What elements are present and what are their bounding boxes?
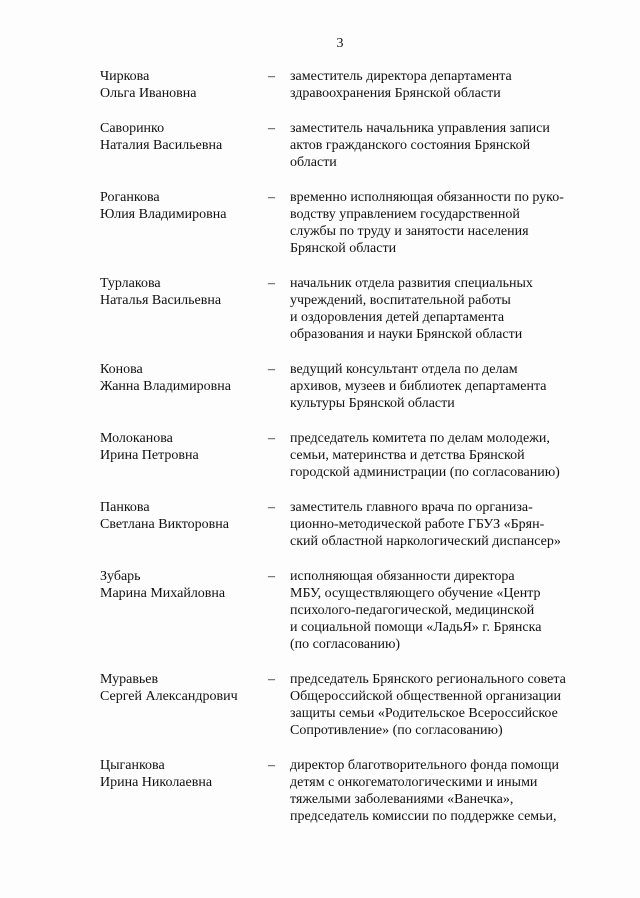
member-entry — [100, 68, 590, 102]
member-entry — [100, 671, 590, 739]
member-entry — [100, 757, 590, 825]
member-surname: Чиркова — [100, 69, 150, 84]
role-line: заместитель главного врача по организа- — [290, 500, 533, 515]
member-role — [290, 120, 590, 171]
separator-dash: – — [268, 276, 275, 291]
separator-dash: – — [268, 362, 275, 377]
role-line: и оздоровления детей департамента — [290, 310, 505, 325]
member-role — [290, 68, 590, 102]
member-given-names: Ирина Петровна — [100, 448, 199, 463]
member-surname: Цыганкова — [100, 758, 165, 773]
member-entry — [100, 361, 590, 412]
member-given-names: Наталья Васильевна — [100, 293, 222, 308]
role-line: архивов, музеев и библиотек департамента — [290, 379, 547, 394]
role-line: ведущий консультант отдела по делам — [290, 362, 518, 377]
role-line: области — [290, 155, 337, 170]
role-line: детям с онкогематологическими и иными — [290, 775, 538, 790]
separator-dash: – — [268, 190, 275, 205]
role-line: тяжелыми заболеваниями «Ванечка», — [290, 792, 514, 807]
role-line: заместитель директора департамента — [290, 69, 512, 84]
member-name — [100, 68, 268, 102]
role-line: (по согласованию) — [290, 637, 401, 652]
member-role — [290, 568, 590, 653]
member-surname: Конова — [100, 362, 143, 377]
member-name — [100, 120, 268, 154]
member-surname: Молоканова — [100, 431, 173, 446]
role-line: семьи, материнства и детства Брянской — [290, 448, 525, 463]
role-line: актов гражданского состояния Брянской — [290, 138, 531, 153]
member-surname: Роганкова — [100, 190, 160, 205]
member-list — [100, 68, 590, 825]
role-line: Брянской области — [290, 241, 397, 256]
member-given-names: Ольга Ивановна — [100, 86, 197, 101]
member-name — [100, 361, 268, 395]
member-name — [100, 189, 268, 223]
role-line: здравоохранения Брянской области — [290, 86, 501, 101]
member-entry — [100, 430, 590, 481]
role-line: городской администрации (по согласованию) — [290, 465, 560, 480]
member-role — [290, 757, 590, 825]
member-surname: Панкова — [100, 500, 150, 515]
role-line: образования и науки Брянской области — [290, 327, 523, 342]
role-line: председатель Брянского регионального совета — [290, 672, 566, 687]
member-role — [290, 275, 590, 343]
role-line: заместитель начальника управления записи — [290, 121, 550, 136]
member-role — [290, 671, 590, 739]
role-line: психолого-педагогической, медицинской — [290, 603, 535, 618]
member-role — [290, 499, 590, 550]
role-line: председатель комитета по делам молодежи, — [290, 431, 550, 446]
member-surname: Саворинко — [100, 121, 165, 136]
member-name — [100, 430, 268, 464]
role-line: Сопротивление» (по согласованию) — [290, 723, 503, 738]
member-surname: Зубарь — [100, 569, 141, 584]
separator-dash: – — [268, 569, 275, 584]
member-name — [100, 757, 268, 791]
separator-dash: – — [268, 672, 275, 687]
role-line: временно исполняющая обязанности по руко- — [290, 190, 564, 205]
role-line: председатель комиссии по поддержке семьи, — [290, 809, 557, 824]
separator-dash: – — [268, 500, 275, 515]
role-line: защиты семьи «Родительское Всероссийское — [290, 706, 558, 721]
page-number: 3 — [336, 36, 344, 51]
member-name — [100, 671, 268, 705]
role-line: водству управлением государственной — [290, 207, 520, 222]
member-given-names: Светлана Викторовна — [100, 517, 229, 532]
member-entry — [100, 120, 590, 171]
member-name — [100, 275, 268, 309]
role-line: МБУ, осуществляющего обучение «Центр — [290, 586, 541, 601]
separator-dash: – — [268, 121, 275, 136]
role-line: ционно-методической работе ГБУЗ «Брян- — [290, 517, 545, 532]
member-entry — [100, 568, 590, 653]
role-line: директор благотворительного фонда помощи — [290, 758, 560, 773]
member-given-names: Жанна Владимировна — [100, 379, 231, 394]
member-surname: Турлакова — [100, 276, 161, 291]
member-name — [100, 499, 268, 533]
separator-dash: – — [268, 431, 275, 446]
member-given-names: Наталия Васильевна — [100, 138, 223, 153]
member-given-names: Марина Михайловна — [100, 586, 226, 601]
member-given-names: Юлия Владимировна — [100, 207, 227, 222]
member-role — [290, 189, 590, 257]
role-line: начальник отдела развития специальных — [290, 276, 533, 291]
member-entry — [100, 499, 590, 550]
member-surname: Муравьев — [100, 672, 159, 687]
member-given-names: Сергей Александрович — [100, 689, 238, 704]
role-line: ский областной наркологический диспансер» — [290, 534, 561, 549]
role-line: культуры Брянской области — [290, 396, 455, 411]
member-role — [290, 361, 590, 412]
role-line: исполняющая обязанности директора — [290, 569, 515, 584]
role-line: Общероссийской общественной организации — [290, 689, 561, 704]
member-entry — [100, 275, 590, 343]
member-entry — [100, 189, 590, 257]
role-line: и социальной помощи «ЛадьЯ» г. Брянска — [290, 620, 542, 635]
separator-dash: – — [268, 69, 275, 84]
role-line: службы по труду и занятости населения — [290, 224, 529, 239]
separator-dash: – — [268, 758, 275, 773]
member-role — [290, 430, 590, 481]
member-given-names: Ирина Николаевна — [100, 775, 213, 790]
role-line: учреждений, воспитательной работы — [290, 293, 511, 308]
member-name — [100, 568, 268, 602]
